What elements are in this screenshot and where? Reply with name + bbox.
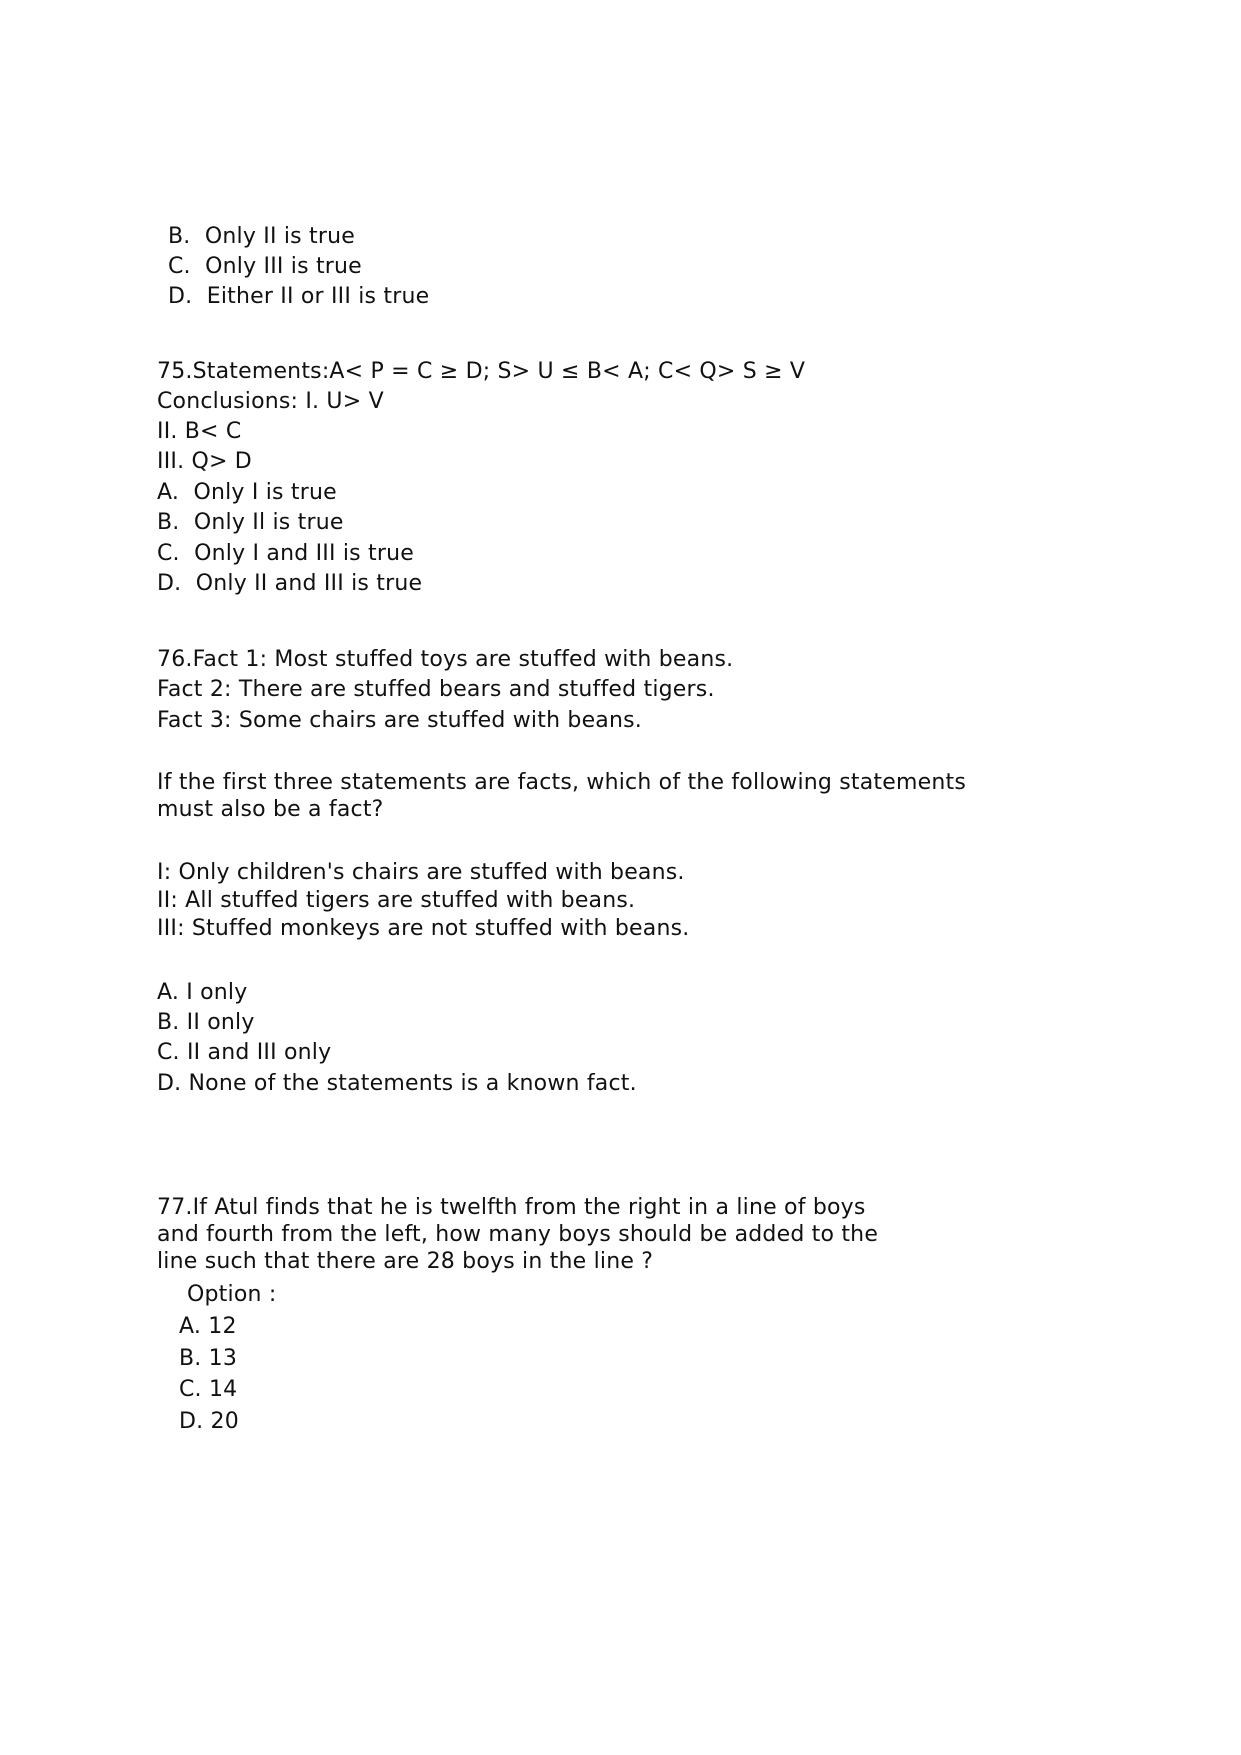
q76-fact-1: 76.Fact 1: Most stuffed toys are stuffed with beans.: [157, 647, 734, 672]
q77-question-line-3: line such that there are 28 boys in the line ?: [157, 1249, 654, 1274]
q76-fact-2: Fact 2: There are stuffed bears and stuffed tigers.: [157, 677, 715, 702]
q75-conclusion-1: Conclusions: I. U> V: [157, 389, 384, 414]
q76-option-b: B. II only: [157, 1010, 255, 1035]
q74-option-c: C. Only III is true: [168, 254, 362, 279]
q76-statement-3: III: Stuffed monkeys are not stuffed with beans.: [157, 916, 690, 941]
q76-statement-1: I: Only children's chairs are stuffed with beans.: [157, 860, 685, 885]
q76-fact-3: Fact 3: Some chairs are stuffed with beans.: [157, 708, 642, 733]
q76-question-line-2: must also be a fact?: [157, 797, 384, 822]
q77-option-b: B. 13: [179, 1346, 238, 1371]
q75-option-a: A. Only I is true: [157, 480, 337, 505]
q75-option-c: C. Only I and III is true: [157, 541, 414, 566]
q77-option-c: C. 14: [179, 1377, 238, 1402]
q77-question-line-1: 77.If Atul finds that he is twelfth from the right in a line of boys: [157, 1195, 866, 1220]
q75-conclusion-3: III. Q> D: [157, 449, 252, 474]
q75-option-d: D. Only II and III is true: [157, 571, 423, 596]
q76-option-a: A. I only: [157, 980, 248, 1005]
q75-statement: 75.Statements:A< P = C ≥ D; S> U ≤ B< A; C< Q> S ≥ V: [157, 359, 806, 384]
q76-question-line-1: If the first three statements are facts, which of the following statements: [157, 770, 966, 795]
q75-conclusion-2: II. B< C: [157, 419, 242, 444]
q77-option-a: A. 12: [179, 1314, 237, 1339]
q74-option-d: D. Either II or III is true: [168, 284, 430, 309]
q77-option-label: Option :: [187, 1282, 277, 1307]
q77-option-d: D. 20: [179, 1409, 239, 1434]
q77-question-line-2: and fourth from the left, how many boys should be added to the: [157, 1222, 879, 1247]
q74-option-b: B. Only II is true: [168, 224, 355, 249]
q76-statement-2: II: All stuffed tigers are stuffed with beans.: [157, 888, 636, 913]
q76-option-c: C. II and III only: [157, 1040, 332, 1065]
q76-option-d: D. None of the statements is a known fact.: [157, 1071, 637, 1096]
q75-option-b: B. Only Il is true: [157, 510, 344, 535]
